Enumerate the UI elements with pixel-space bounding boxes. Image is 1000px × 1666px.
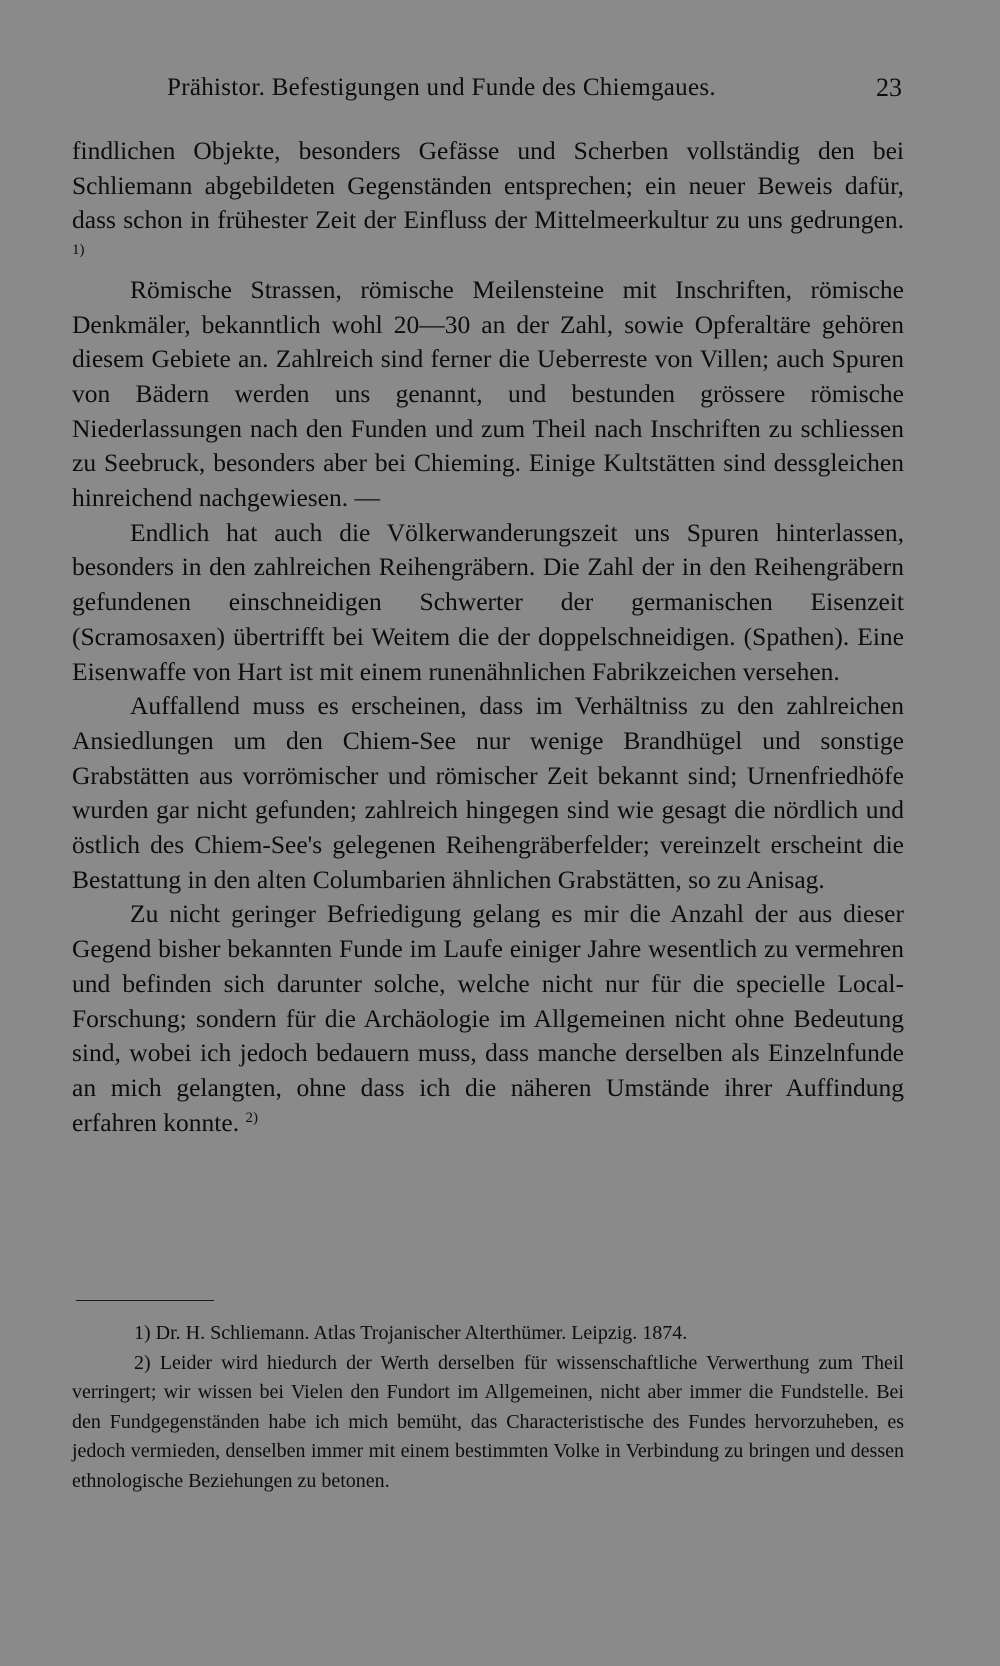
paragraph-5-text: Zu nicht geringer Befriedigung gelang es mir die Anzahl der aus dieser Gegend bisher bekannten Funde im Laufe einiger Jahre wesentlich zu vermehren und befinden sich darunter solche, welche nicht nur für die specielle Local-Forschung; sondern für die Archäologie im Allgemeinen nicht ohne Bedeutung sind, wobei ich jedoch bedauern muss, dass manche derselben als Einzelnfunde an mich gelangten, ohne dass ich die näheren Umstände ihrer Auffindung erfahren konnte. xyxy=(72,899,904,1137)
footnote-ref-1: 1) xyxy=(72,242,85,259)
footnotes xyxy=(72,1319,904,1497)
footnote-2-marker: 2) xyxy=(134,1351,151,1374)
footnote-1 xyxy=(72,1319,904,1349)
footnote-divider xyxy=(76,1300,214,1301)
footnote-2 xyxy=(72,1349,904,1497)
footnote-ref-2: 2) xyxy=(245,1109,258,1126)
footnote-1-text: Dr. H. Schliemann. Atlas Trojanischer Alterthümer. Leipzig. 1874. xyxy=(155,1322,688,1344)
paragraph-3: Endlich hat auch die Völkerwanderungszeit uns Spuren hinterlassen, besonders in den zahlreichen Reihengräbern. Die Zahl der in den Reihengräbern gefundenen einschneidigen Schwerter der germanischen Eisenzeit (Scramosaxen) übertrifft bei Weitem die der doppelschneidigen. (Spathen). Eine Eisenwaffe von Hart ist mit einem runenähnlichen Fabrikzeichen versehen. xyxy=(72,517,904,686)
paragraph-5 xyxy=(72,897,904,1140)
footnote-1-marker: 1) xyxy=(134,1322,151,1344)
paragraph-4: Auffallend muss es erscheinen, dass im Verhältniss zu den zahlreichen Ansiedlungen um den Chiem-See nur wenige Brandhügel und sonstige Grabstätten aus vorrömischer und römischer Zeit bekannt sind; Urnenfriedhöfe wurden gar nicht gefunden; zahlreich hingegen sind wie gesagt die nördlich und östlich des Chiem-See's gelegenen Reihengräberfelder; vereinzelt erscheint die Bestattung in den alten Columbarien ähnlichen Grabstätten, so zu Anisag. xyxy=(72,691,904,894)
footnote-2-text: Leider wird hiedurch der Werth derselben für wissenschaftliche Verwerthung zum Theil verringert; wir wissen bei Vielen den Fundort im Allgemeinen, nicht aber immer die Fundstelle. Bei den Fundgegenständen habe ich mich bemüht, das Characteristische des Fundes hervorzuheben, es jedoch vermieden, denselben immer mit einem bestimmten Volke in Verbindung zu bringen und dessen ethnologische Beziehungen zu betonen. xyxy=(72,1351,904,1492)
paragraph-1-text: findlichen Objekte, besonders Gefässe und Scherben vollständig den bei Schliemann abgebildeten Gegenständen entsprechen; ein neuer Beweis dafür, dass schon in frühester Zeit der Einfluss der Mittelmeerkultur zu uns gedrungen. xyxy=(72,136,904,235)
page-number: 23 xyxy=(876,73,902,102)
paragraph-2: Römische Strassen, römische Meilensteine mit Inschriften, römische Denkmäler, bekanntlich wohl 20—30 an der Zahl, sowie Opferaltäre gehören diesem Gebiete an. Zahlreich sind ferner die Ueberreste von Villen; auch Spuren von Bädern werden uns genannt, und bestunden grössere römische Niederlassungen nach den Funden und zum Theil nach Inschriften zu schliessen zu Seebruck, besonders aber bei Chieming. Einige Kultstätten sind dessgleichen hinreichend nachgewiesen. — xyxy=(72,274,904,513)
running-head xyxy=(72,68,904,108)
body-text xyxy=(72,134,904,1140)
paragraph-1 xyxy=(72,134,904,273)
running-title: Prähistor. Befestigungen und Funde des Chiemgaues. xyxy=(167,74,716,101)
